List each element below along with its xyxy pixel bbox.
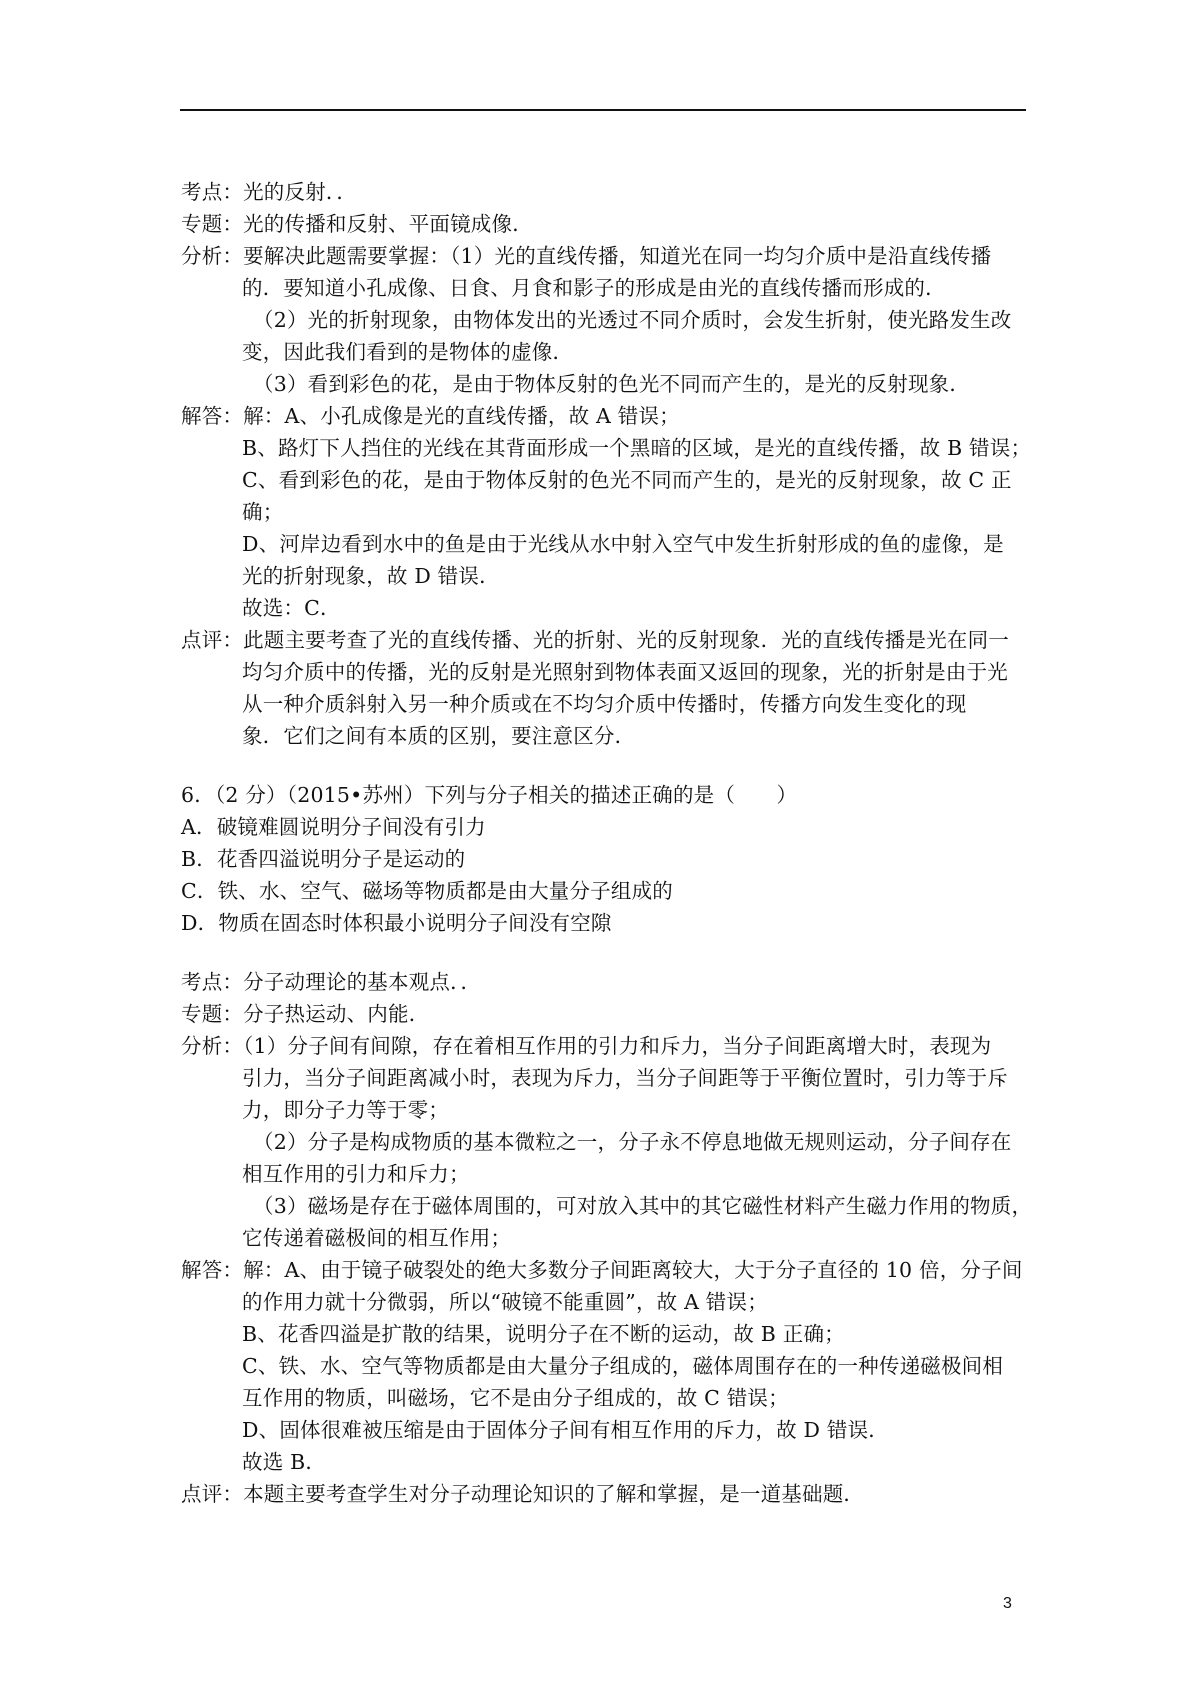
question-stem: 6．（2 分）（2015•苏州）下列与分子相关的描述正确的是（ ） bbox=[181, 783, 798, 807]
kaodian-line: 考点：分子动理论的基本观点．． bbox=[181, 970, 482, 994]
option-c: C．铁、水、空气、磁场等物质都是由大量分子组成的 bbox=[181, 879, 673, 903]
jieda-line: B、路灯下人挡住的光线在其背面形成一个黑暗的区域，是光的直线传播，故 B 错误； bbox=[242, 436, 1032, 460]
option-b: B．花香四溢说明分子是运动的 bbox=[181, 847, 466, 871]
jieda-line: 解答：解：A、由于镜子破裂处的绝大多数分子间距离较大，大于分子直径的 10 倍，分子间 bbox=[181, 1258, 1023, 1282]
header-rule bbox=[180, 109, 1026, 111]
fenxi-line: 引力，当分子间距离减小时，表现为斥力，当分子间距等于平衡位置时，引力等于斥 bbox=[242, 1066, 1008, 1090]
jieda-line: C、铁、水、空气等物质都是由大量分子组成的，磁体周围存在的一种传递磁极间相 bbox=[242, 1354, 1004, 1378]
page-number: 3 bbox=[1003, 1595, 1012, 1612]
fenxi-line: 它传递着磁极间的相互作用； bbox=[242, 1226, 512, 1250]
kaodian-line: 考点：光的反射．． bbox=[181, 180, 358, 204]
fenxi-line: 变，因此我们看到的是物体的虚像． bbox=[242, 340, 574, 364]
dianping-line: 象．它们之间有本质的区别，要注意区分． bbox=[242, 724, 636, 748]
jieda-line: 故选：C． bbox=[242, 596, 341, 620]
jieda-line: 的作用力就十分微弱，所以“破镜不能重圆”，故 A 错误； bbox=[242, 1290, 768, 1314]
jieda-line: C、看到彩色的花，是由于物体反射的色光不同而产生的，是光的反射现象，故 C 正 bbox=[242, 468, 1012, 492]
zhuanti-line: 专题：分子热运动、内能． bbox=[181, 1002, 430, 1026]
fenxi-line: 力，即分子力等于零； bbox=[242, 1098, 449, 1122]
jieda-line: 确； bbox=[242, 500, 284, 524]
fenxi-line: （2）分子是构成物质的基本微粒之一，分子永不停息地做无规则运动，分子间存在 bbox=[253, 1130, 1012, 1154]
jieda-line: 光的折射现象，故 D 错误． bbox=[242, 564, 500, 588]
option-d: D．物质在固态时体积最小说明分子间没有空隙 bbox=[181, 911, 612, 935]
fenxi-line: 的．要知道小孔成像、日食、月食和影子的形成是由光的直线传播而形成的． bbox=[242, 276, 946, 300]
dianping-line: 均匀介质中的传播，光的反射是光照射到物体表面又返回的现象，光的折射是由于光 bbox=[242, 660, 1008, 684]
jieda-line: 互作用的物质，叫磁场，它不是由分子组成的，故 C 错误； bbox=[242, 1386, 789, 1410]
dianping-line: 从一种介质斜射入另一种介质或在不均匀介质中传播时，传播方向发生变化的现 bbox=[242, 692, 967, 716]
fenxi-line: 分析：要解决此题需要掌握：（1）光的直线传播，知道光在同一均匀介质中是沿直线传播 bbox=[181, 244, 992, 268]
fenxi-line: 分析：（1）分子间有间隙，存在着相互作用的引力和斥力，当分子间距离增大时，表现为 bbox=[181, 1034, 992, 1058]
jieda-line: D、河岸边看到水中的鱼是由于光线从水中射入空气中发生折射形成的鱼的虚像，是 bbox=[242, 532, 1004, 556]
dianping-line: 点评：本题主要考查学生对分子动理论知识的了解和掌握，是一道基础题． bbox=[181, 1482, 865, 1506]
jieda-line: B、花香四溢是扩散的结果，说明分子在不断的运动，故 B 正确； bbox=[242, 1322, 845, 1346]
zhuanti-line: 专题：光的传播和反射、平面镜成像． bbox=[181, 212, 533, 236]
jieda-line: D、固体很难被压缩是由于固体分子间有相互作用的斥力，故 D 错误． bbox=[242, 1418, 890, 1442]
fenxi-line: （3）看到彩色的花，是由于物体反射的色光不同而产生的，是光的反射现象． bbox=[253, 372, 971, 396]
fenxi-line: （3）磁场是存在于磁体周围的，可对放入其中的其它磁性材料产生磁力作用的物质， bbox=[253, 1194, 1033, 1218]
jieda-line: 故选 B． bbox=[242, 1450, 327, 1474]
fenxi-line: 相互作用的引力和斥力； bbox=[242, 1162, 470, 1186]
dianping-line: 点评：此题主要考查了光的直线传播、光的折射、光的反射现象．光的直线传播是光在同一 bbox=[181, 628, 1009, 652]
option-a: A．破镜难圆说明分子间没有引力 bbox=[181, 815, 486, 839]
fenxi-line: （2）光的折射现象，由物体发出的光透过不同介质时，会发生折射，使光路发生改 bbox=[253, 308, 1012, 332]
jieda-line: 解答：解：A、小孔成像是光的直线传播，故 A 错误； bbox=[181, 404, 680, 428]
